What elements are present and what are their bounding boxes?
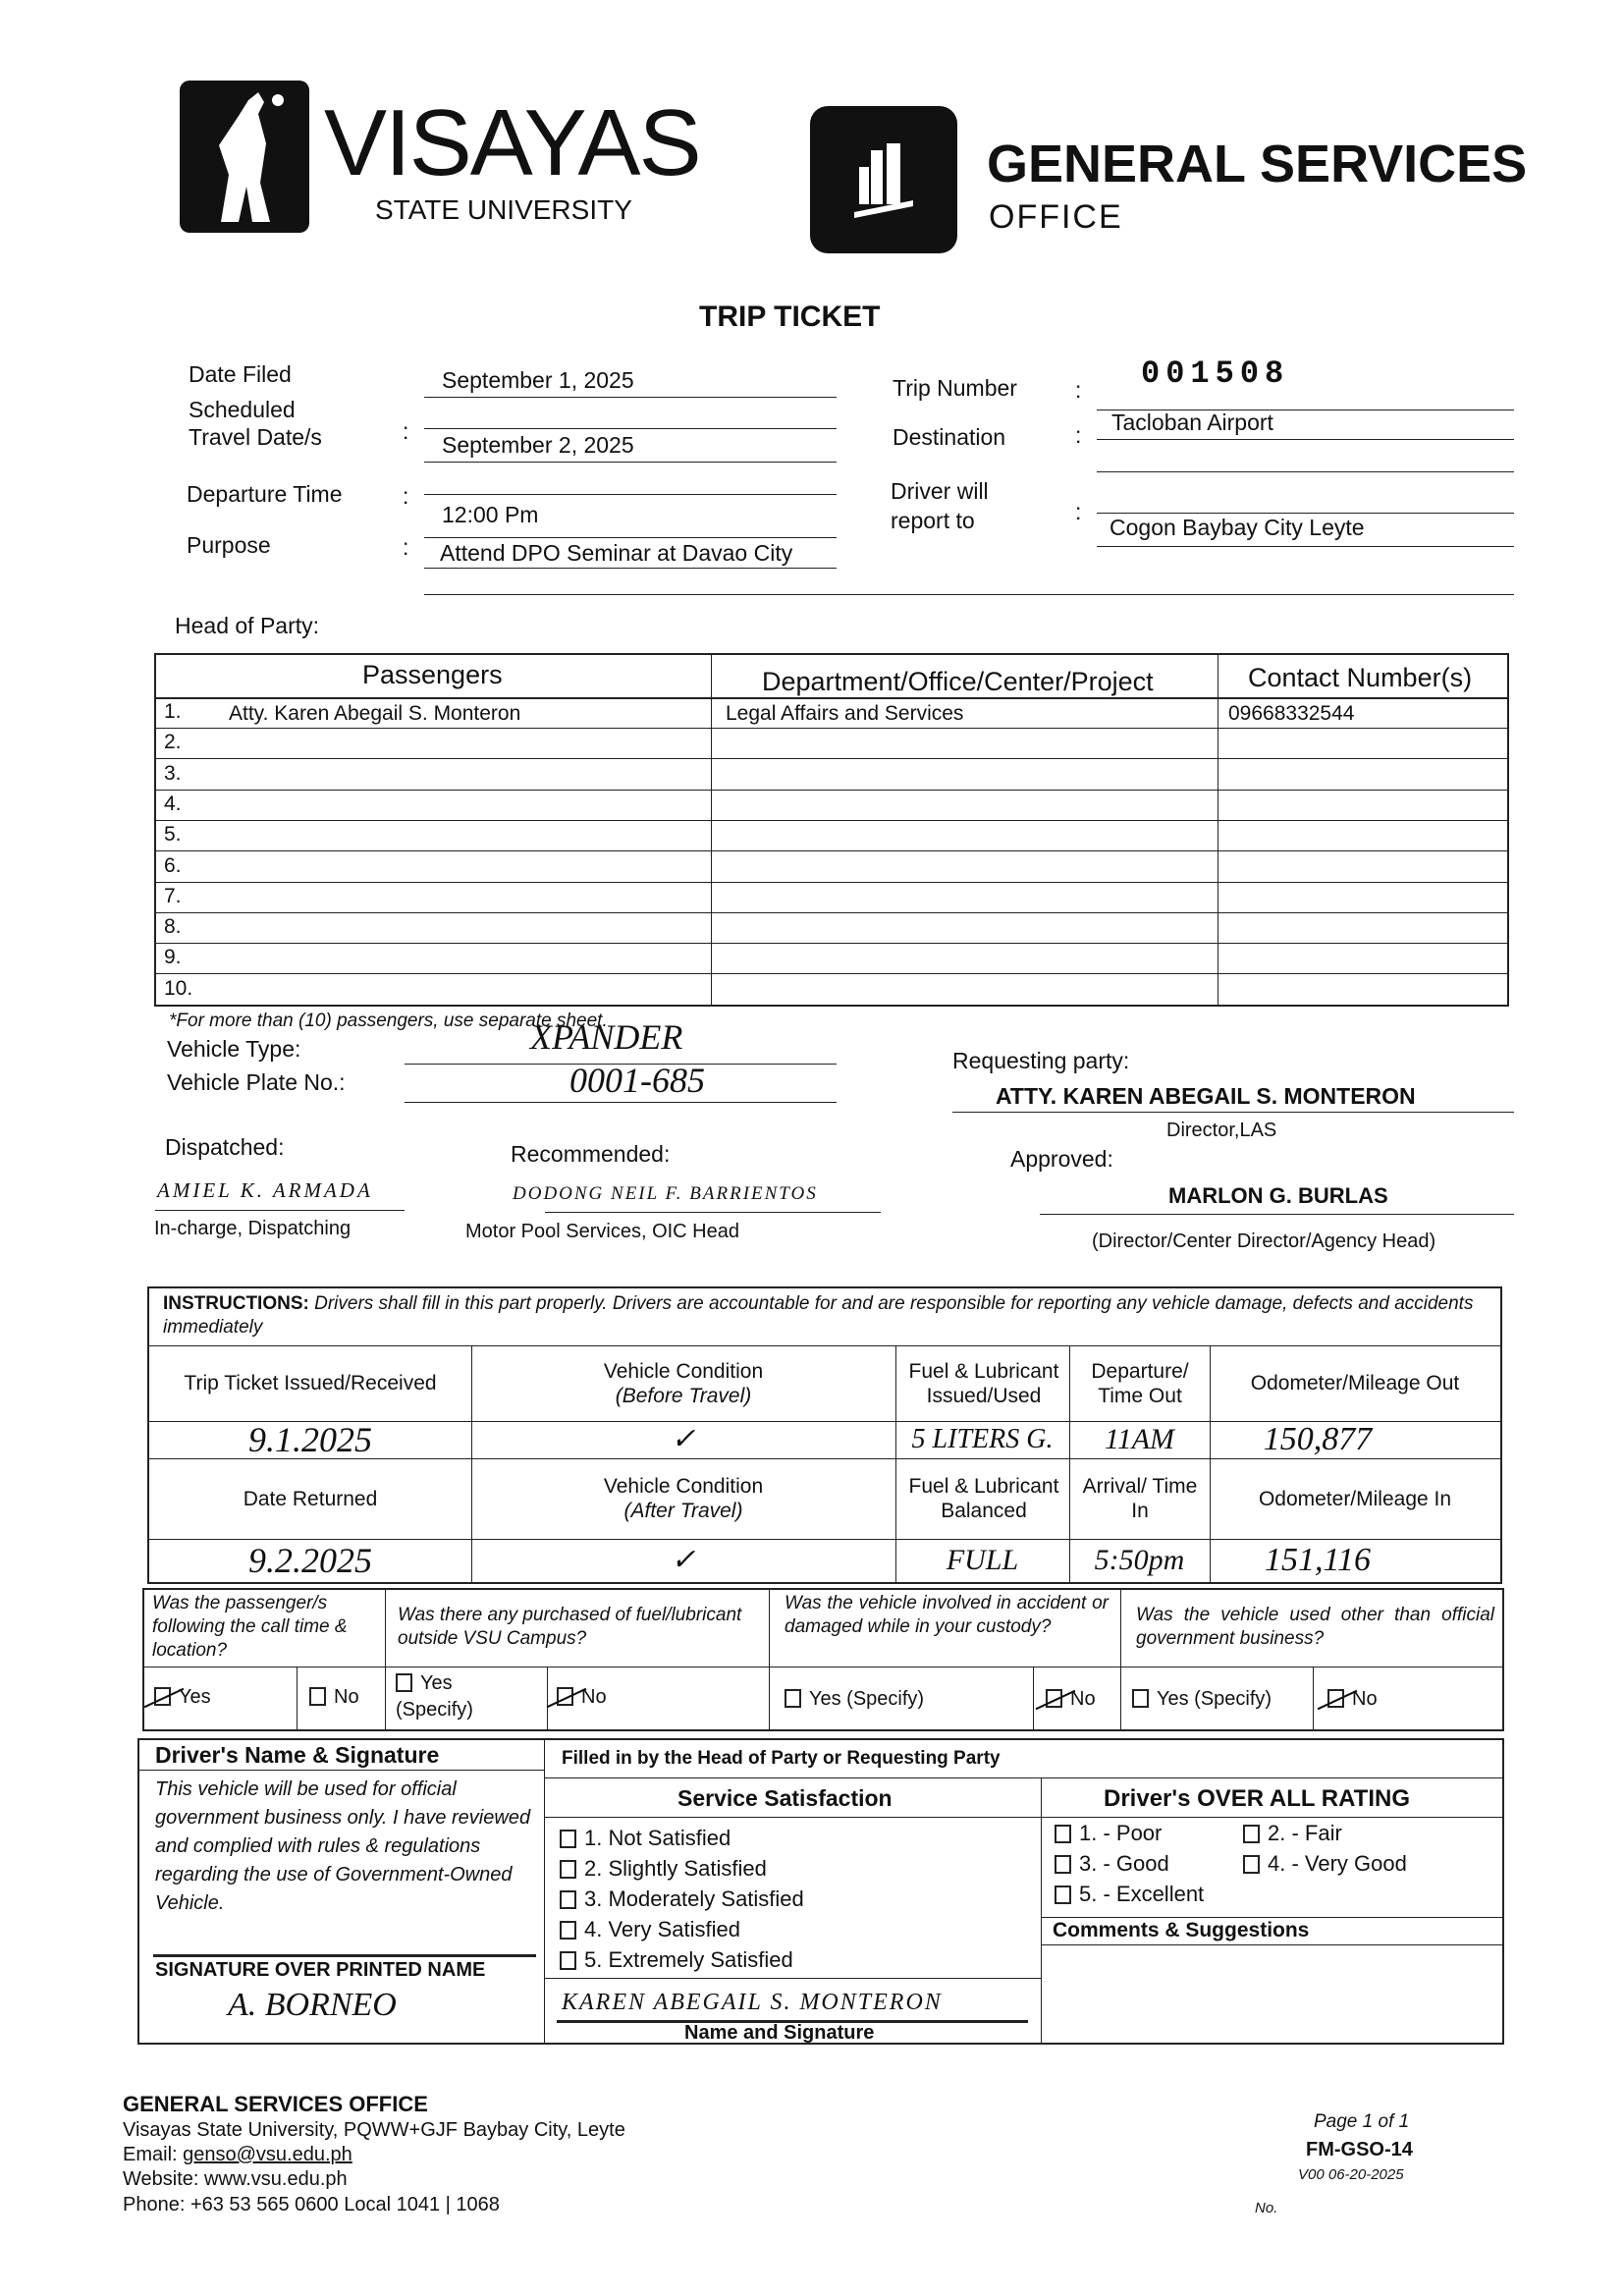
email-label: Email: <box>123 2144 184 2165</box>
passenger-no: 4. <box>164 792 182 815</box>
satisfaction-option-label: 3. Moderately Satisfied <box>584 1886 804 1911</box>
q4-yes-checkbox[interactable] <box>1132 1688 1272 1711</box>
gso-name: GENERAL SERVICES <box>987 135 1528 193</box>
table-row <box>156 728 1507 758</box>
passenger-no: 5. <box>164 823 182 847</box>
approved-title: (Director/Center Director/Agency Head) <box>1092 1230 1436 1252</box>
requesting-party-title: Director,LAS <box>1166 1120 1277 1141</box>
table-row <box>156 759 1507 790</box>
rating-poor-checkbox[interactable] <box>1055 1821 1162 1846</box>
vehicle-condition-before-header: Vehicle Condition <box>603 1359 764 1383</box>
dispatched-title: In-charge, Dispatching <box>154 1218 352 1239</box>
scheduled-label: Scheduled <box>189 397 296 422</box>
email-link[interactable]: genso@vsu.edu.ph <box>183 2144 352 2165</box>
scheduled-value: September 2, 2025 <box>442 432 634 458</box>
table-row <box>156 882 1507 912</box>
footer-website: Website: www.vsu.edu.ph <box>123 2168 348 2190</box>
after-travel-label: (After Travel) <box>623 1500 743 1522</box>
q4-yes-label: Yes (Specify) <box>1157 1688 1272 1710</box>
vehicle-type-value: XPANDER <box>530 1017 683 1057</box>
q1-yes-label: Yes <box>179 1686 211 1708</box>
satisfaction-option-checkbox[interactable] <box>560 1914 804 1944</box>
report-label-1: Driver will <box>891 478 989 504</box>
filled-by-label: Filled in by the Head of Party or Requesting Party <box>562 1748 1001 1769</box>
requesting-party-label: Requesting party: <box>952 1048 1130 1073</box>
driver-signature-label: SIGNATURE OVER PRINTED NAME <box>155 1959 486 1981</box>
driver-statement: This vehicle will be used for official government business only. I have reviewed and complied with rules & regulations regarding the use of Government-Owned Vehicle. <box>155 1778 531 1914</box>
destination-label: Destination <box>893 424 1006 450</box>
dispatched-label: Dispatched: <box>165 1134 285 1160</box>
departure-label: Departure Time <box>187 481 343 507</box>
q2-yes-label: Yes (Specify) <box>396 1672 473 1721</box>
q3-no-checkbox[interactable] <box>1046 1688 1096 1711</box>
q3-yes-label: Yes (Specify) <box>809 1688 925 1710</box>
requesting-party-name: ATTY. KAREN ABEGAIL S. MONTERON <box>996 1083 1416 1109</box>
rating-label: 4. - Very Good <box>1268 1851 1407 1876</box>
instructions-label: INSTRUCTIONS: <box>163 1293 309 1314</box>
departure-value: 12:00 Pm <box>442 502 539 527</box>
question-1: Was the passenger/s following the call time & location? <box>152 1593 348 1661</box>
q1-yes-checkbox[interactable] <box>154 1686 211 1709</box>
date-returned-value: 9.2.2025 <box>248 1541 372 1580</box>
service-satisfaction-header: Service Satisfaction <box>677 1785 893 1811</box>
colon: : <box>403 534 409 560</box>
colon: : <box>1075 377 1082 403</box>
odometer-out-value: 150,877 <box>1263 1421 1373 1457</box>
travel-dates-label: Travel Date/s <box>189 424 322 450</box>
vehicle-plate-label: Vehicle Plate No.: <box>167 1069 346 1095</box>
table-row <box>156 790 1507 820</box>
driver-header: Driver's Name & Signature <box>155 1742 440 1768</box>
passenger-no: 9. <box>164 946 182 969</box>
table-row <box>156 820 1507 850</box>
approved-label: Approved: <box>1010 1146 1113 1172</box>
driver-printed-name: A. BORNEO <box>228 1987 397 2023</box>
time-out-value: 11AM <box>1104 1423 1175 1455</box>
satisfaction-option-checkbox[interactable] <box>560 1823 804 1853</box>
question-3: Was the vehicle involved in accident or damaged while in your custody? <box>785 1593 1109 1637</box>
q2-yes-checkbox[interactable] <box>396 1670 533 1723</box>
passenger-no: 10. <box>164 976 193 1000</box>
no-label: No. <box>1255 2200 1278 2216</box>
departure-time-out-header: Departure/ Time Out <box>1091 1359 1189 1407</box>
q4-no-label: No <box>1352 1688 1378 1710</box>
col-header-department: Department/Office/Center/Project <box>762 667 1154 696</box>
passenger-no: 2. <box>164 731 182 754</box>
before-travel-label: (Before Travel) <box>615 1384 752 1407</box>
q3-yes-checkbox[interactable] <box>785 1688 924 1711</box>
requesting-party-signed-name: KAREN ABEGAIL S. MONTERON <box>562 1990 943 2015</box>
q1-no-label: No <box>334 1686 359 1708</box>
trip-ticket-issued-header: Trip Ticket Issued/Received <box>184 1372 437 1394</box>
time-in-value: 5:50pm <box>1094 1544 1185 1576</box>
fuel-issued-header: Fuel & Lubricant Issued/Used <box>908 1359 1059 1407</box>
date-filed-value: September 1, 2025 <box>442 367 634 393</box>
passenger-no: 7. <box>164 884 182 907</box>
vehicle-plate-value: 0001-685 <box>569 1061 705 1100</box>
question-2: Was there any purchased of fuel/lubricant outside VSU Campus? <box>398 1605 742 1649</box>
head-of-party-label: Head of Party: <box>175 613 320 638</box>
passenger-no: 1. <box>164 700 182 723</box>
dispatched-name: AMIEL K. ARMADA <box>157 1178 373 1202</box>
fuel-issued-value: 5 LITERS G. <box>911 1424 1054 1454</box>
odometer-in-header: Odometer/Mileage In <box>1258 1487 1452 1510</box>
instructions-table <box>147 1286 1502 1584</box>
purpose-label: Purpose <box>187 532 271 558</box>
approved-name: MARLON G. BURLAS <box>1168 1183 1388 1208</box>
colon: : <box>1075 422 1082 448</box>
satisfaction-option-label: 4. Very Satisfied <box>584 1917 740 1941</box>
page-number: Page 1 of 1 <box>1314 2111 1410 2132</box>
trip-number-label: Trip Number <box>893 375 1017 401</box>
q1-no-checkbox[interactable] <box>309 1686 359 1709</box>
q3-no-label: No <box>1070 1688 1096 1710</box>
report-to-value: Cogon Baybay City Leyte <box>1110 515 1365 540</box>
fuel-balanced-value: FULL <box>946 1544 1019 1576</box>
table-row <box>156 974 1507 1005</box>
page-title: TRIP TICKET <box>699 301 881 333</box>
footer-phone: Phone: +63 53 565 0600 Local 1041 | 1068 <box>123 2194 500 2215</box>
footer-address: Visayas State University, PQWW+GJF Baybay City, Leyte <box>123 2119 625 2141</box>
rating-label: 2. - Fair <box>1268 1821 1342 1845</box>
vsu-subtitle: STATE UNIVERSITY <box>375 194 632 225</box>
table-row <box>156 943 1507 973</box>
satisfaction-option-label: 1. Not Satisfied <box>584 1826 731 1850</box>
vehicle-condition-before-value: ✓ <box>671 1423 696 1455</box>
rating-label: 3. - Good <box>1079 1851 1169 1876</box>
rating-very-good-checkbox[interactable] <box>1243 1851 1407 1877</box>
rating-label: 5. - Excellent <box>1079 1882 1205 1906</box>
vsu-name: VISAYAS <box>324 90 700 195</box>
passenger-name: Atty. Karen Abegail S. Monteron <box>229 702 521 725</box>
colon: : <box>1075 499 1082 524</box>
instructions-text: Drivers shall fill in this part properly. Drivers are accountable for and are responsible for reporting any vehicle damage, defects and accidents immediately <box>163 1293 1474 1338</box>
vsu-logo-icon <box>180 81 309 233</box>
date-returned-header: Date Returned <box>243 1487 378 1510</box>
passenger-note: *For more than (10) passengers, use separate sheet. <box>169 1011 608 1031</box>
evaluation-table <box>137 1738 1504 2045</box>
destination-value: Tacloban Airport <box>1111 410 1273 435</box>
table-row <box>156 851 1507 882</box>
recommended-title: Motor Pool Services, OIC Head <box>465 1221 739 1242</box>
passenger-no: 6. <box>164 853 182 877</box>
report-label-2: report to <box>891 508 975 533</box>
colon: : <box>403 483 409 509</box>
passenger-dept: Legal Affairs and Services <box>726 702 964 725</box>
questions-table <box>142 1588 1504 1731</box>
table-row <box>156 912 1507 943</box>
q4-no-checkbox[interactable] <box>1327 1688 1378 1711</box>
name-signature-label: Name and Signature <box>684 2022 875 2044</box>
arrival-time-in-header: Arrival/ Time In <box>1082 1475 1198 1522</box>
question-4: Was the vehicle used other than official government business? <box>1136 1605 1494 1649</box>
passenger-contact: 09668332544 <box>1228 702 1355 725</box>
vehicle-condition-after-header: Vehicle Condition <box>603 1475 764 1498</box>
rating-good-checkbox[interactable] <box>1055 1851 1169 1877</box>
gso-logo-icon <box>810 106 957 253</box>
footer-org: GENERAL SERVICES OFFICE <box>123 2092 428 2116</box>
fuel-balanced-header: Fuel & Lubricant Balanced <box>908 1475 1059 1522</box>
rating-label: 1. - Poor <box>1079 1821 1163 1845</box>
vehicle-type-label: Vehicle Type: <box>167 1036 301 1062</box>
q2-no-checkbox[interactable] <box>557 1686 607 1709</box>
colon: : <box>403 418 409 444</box>
trip-number-value: 001508 <box>1141 355 1290 392</box>
purpose-value: Attend DPO Seminar at Davao City <box>440 540 793 566</box>
col-header-contact: Contact Number(s) <box>1248 663 1473 692</box>
satisfaction-option-label: 5. Extremely Satisfied <box>584 1947 793 1972</box>
passenger-table <box>154 653 1509 1007</box>
table-row <box>156 697 1507 728</box>
trip-ticket-issued-value: 9.1.2025 <box>248 1420 372 1459</box>
gso-subtitle: OFFICE <box>989 198 1123 236</box>
satisfaction-option-checkbox[interactable] <box>560 1884 804 1914</box>
rating-fair-checkbox[interactable] <box>1243 1821 1342 1846</box>
satisfaction-option-label: 2. Slightly Satisfied <box>584 1856 767 1881</box>
rating-excellent-checkbox[interactable] <box>1055 1882 1204 1907</box>
odometer-in-value: 151,116 <box>1265 1542 1371 1578</box>
recommended-name: DODONG NEIL F. BARRIENTOS <box>513 1183 818 1204</box>
recommended-label: Recommended: <box>511 1141 671 1167</box>
satisfaction-option-checkbox[interactable] <box>560 1853 804 1884</box>
passenger-no: 8. <box>164 915 182 939</box>
satisfaction-option-checkbox[interactable] <box>560 1944 804 1975</box>
date-filed-label: Date Filed <box>189 361 292 387</box>
passenger-no: 3. <box>164 761 182 785</box>
vehicle-condition-after-value: ✓ <box>671 1544 696 1576</box>
form-version: V00 06-20-2025 <box>1298 2166 1404 2183</box>
form-code: FM-GSO-14 <box>1306 2139 1413 2160</box>
q2-no-label: No <box>581 1686 607 1708</box>
odometer-out-header: Odometer/Mileage Out <box>1250 1372 1460 1394</box>
footer-email <box>123 2144 352 2166</box>
col-header-passengers: Passengers <box>362 660 503 689</box>
comments-label: Comments & Suggestions <box>1053 1919 1310 1941</box>
driver-rating-header: Driver's OVER ALL RATING <box>1104 1785 1410 1812</box>
